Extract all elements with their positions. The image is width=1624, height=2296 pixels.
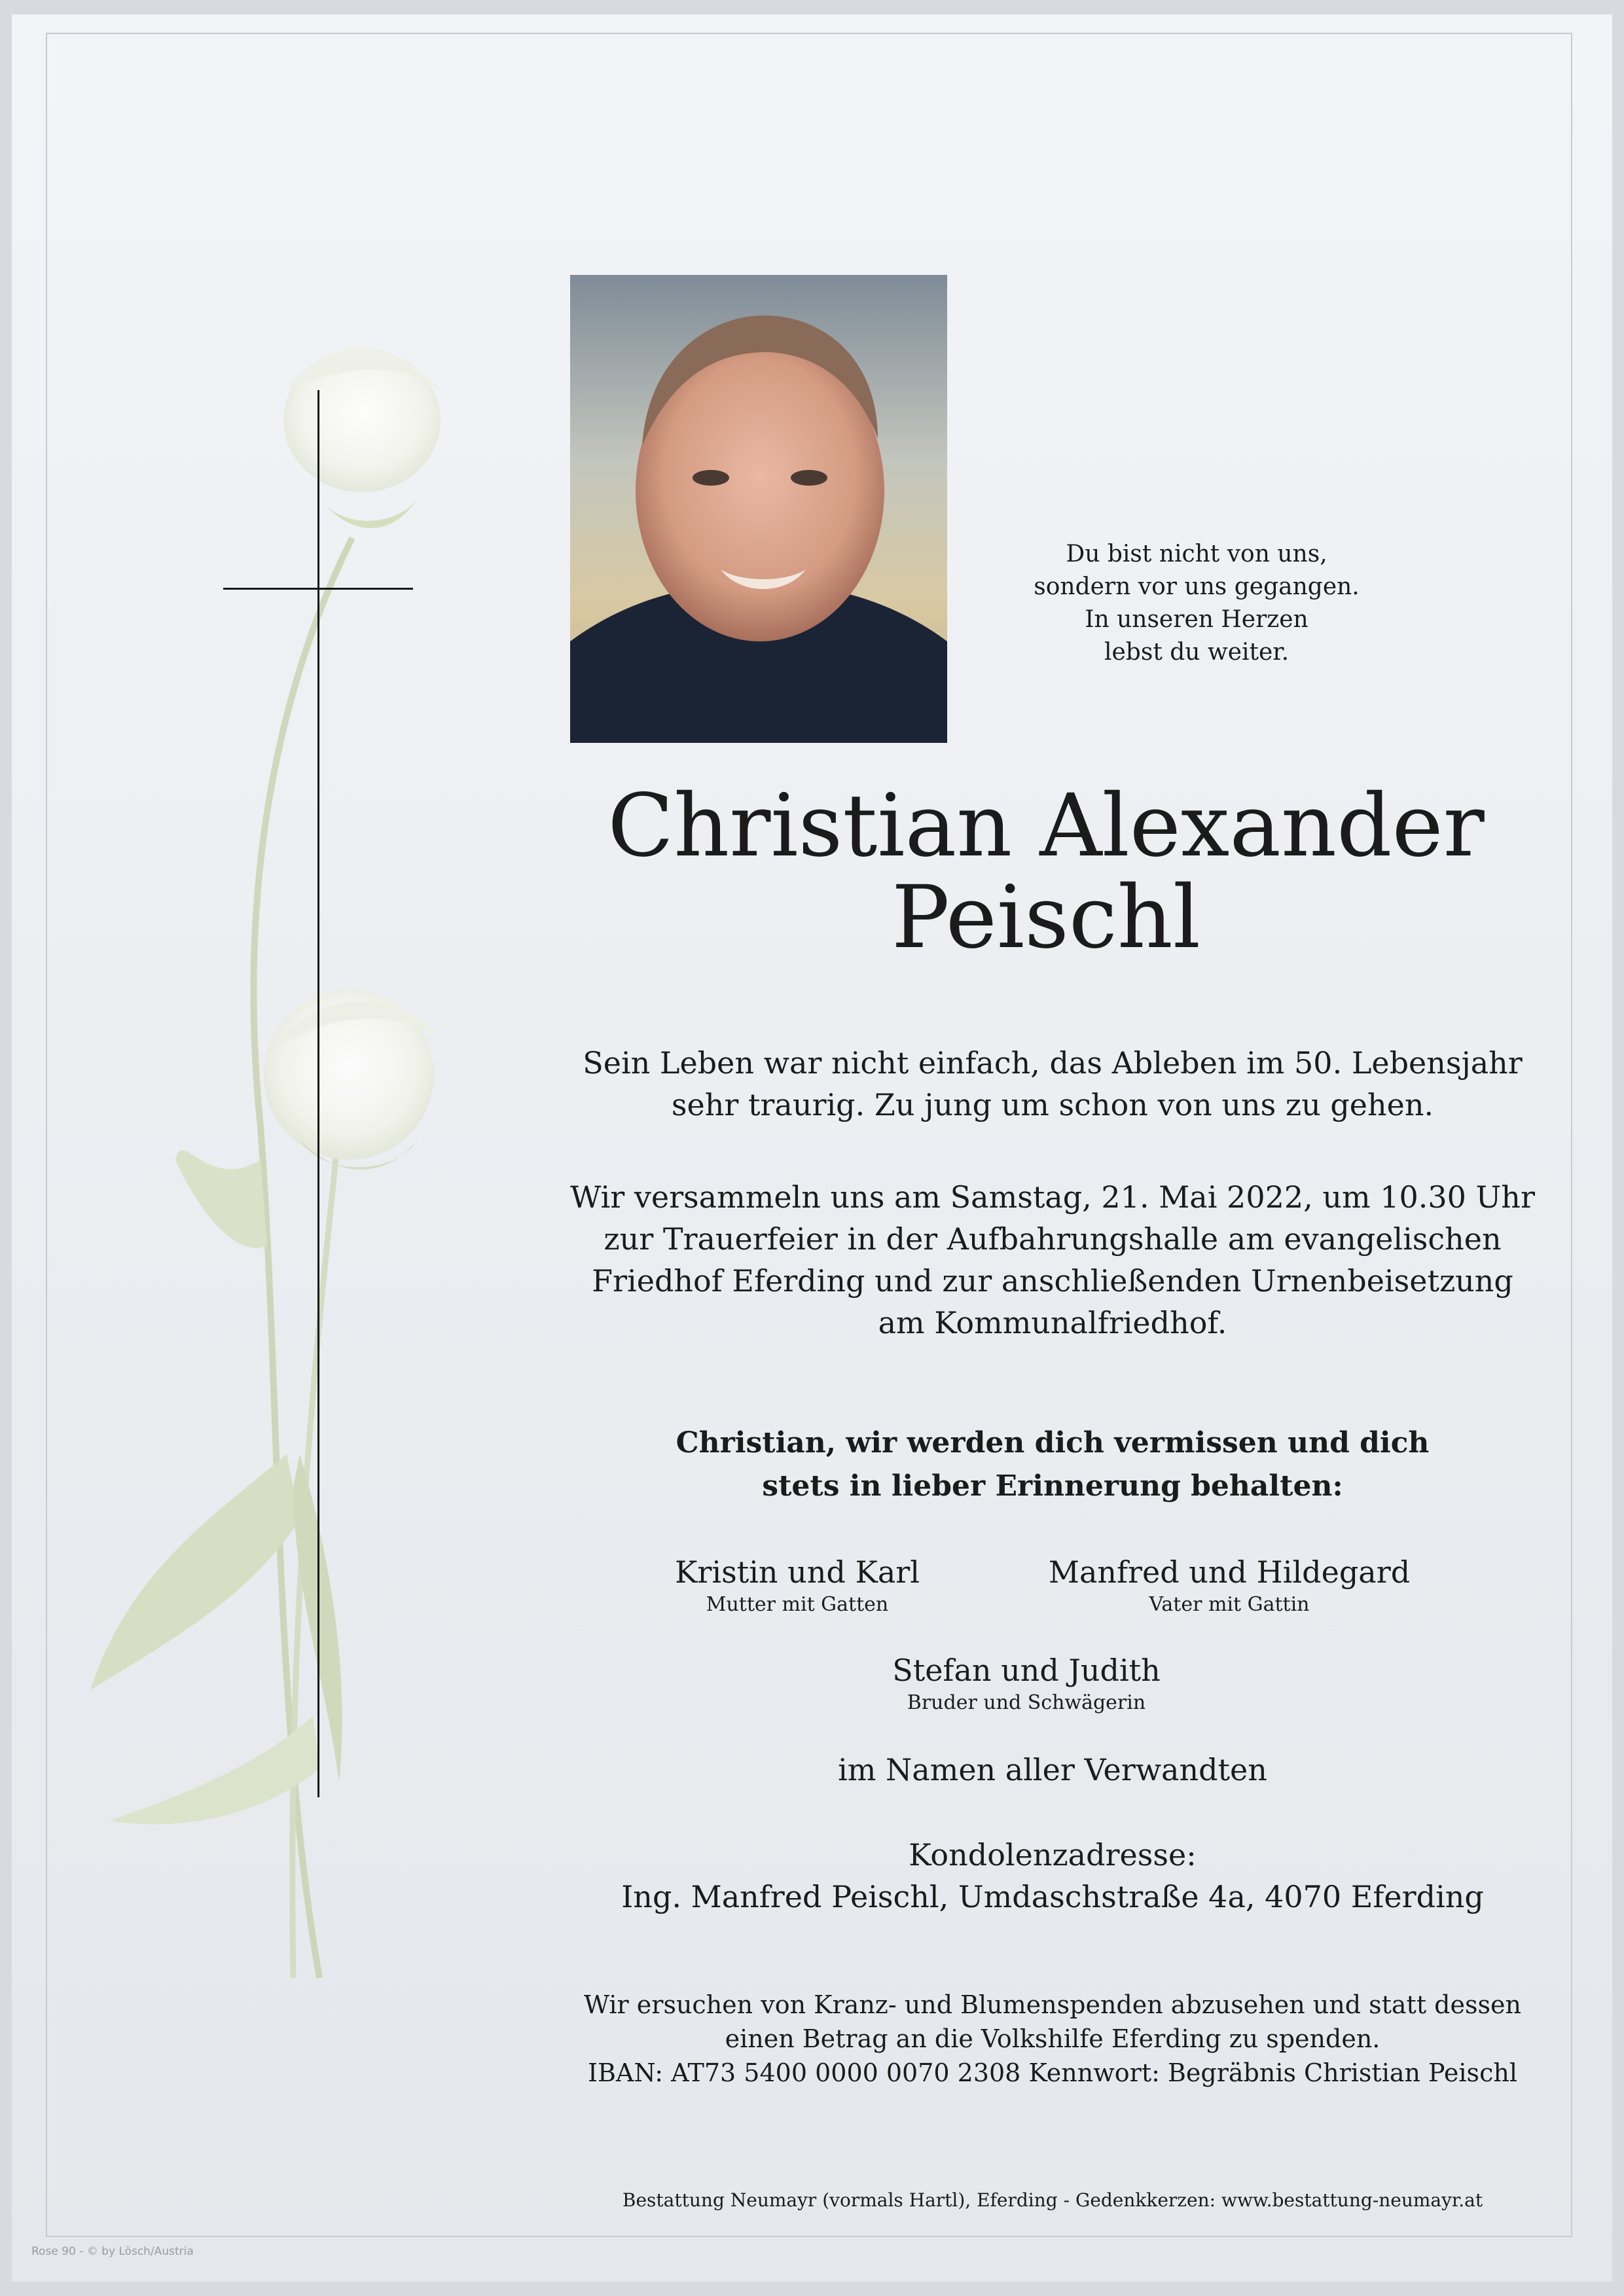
mourner-relation: Vater mit Gattin [1149,1593,1310,1616]
cross-vertical-bar [317,390,319,1797]
mourner-father [994,1552,1465,1618]
verse-line: sondern vor uns gegangen. [1034,573,1360,600]
donation-line: Wir ersuchen von Kranz- und Blumenspenden abzusehen und statt dessen [584,1990,1521,2019]
mourner-brother [791,1651,1262,1716]
ceremony-line: zur Trauerfeier in der Aufbahrungshalle am evangelischen [604,1221,1502,1257]
farewell-line: Christian, wir werden dich vermissen und dich [676,1426,1430,1460]
mourner-names: Manfred und Hildegard [1048,1554,1411,1590]
first-names: Christian Alexander [607,776,1485,876]
mourner-names: Stefan und Judith [892,1653,1161,1688]
verse-line: Du bist nicht von uns, [1066,541,1327,567]
donation-line: IBAN: AT73 5400 0000 0070 2308 Kennwort: Begräbnis Christian Peischl [588,2058,1517,2087]
mourner-names: Kristin und Karl [675,1554,920,1590]
ceremony-line: Friedhof Eferding und zur anschließenden Urnenbeisetzung [592,1263,1513,1299]
mourner-relation: Mutter mit Gatten [706,1593,889,1616]
donation-request [483,1988,1622,2090]
intro-line: Sein Leben war nicht einfach, das Ableben im 50. Lebensjahr [583,1045,1523,1081]
condolence-address [483,1834,1622,1918]
ceremony-line: Wir versammeln uns am Samstag, 21. Mai 2022, um 10.30 Uhr [570,1179,1535,1215]
ceremony-line: am Kommunalfriedhof. [878,1305,1227,1340]
relatives-line [483,1749,1622,1791]
verse-line: In unseren Herzen [1085,606,1308,633]
condolence-label: Kondolenzadresse: [909,1837,1197,1873]
portrait-photo [570,275,947,743]
obituary-sheet [12,14,1612,2282]
intro-line: sehr traurig. Zu jung um schon von uns zu gehen. [671,1087,1434,1122]
last-name: Peischl [891,867,1201,968]
ceremony-paragraph [483,1176,1622,1344]
intro-paragraph [483,1042,1622,1126]
mourner-mother [588,1552,1007,1618]
condolence-address-text: Ing. Manfred Peischl, Umdaschstraße 4a, 4070 Eferding [621,1879,1484,1914]
verse-text [967,538,1426,669]
donation-line: einen Betrag an die Volkshilfe Eferding zu spenden. [725,2024,1380,2053]
verse-line: lebst du weiter. [1104,639,1290,666]
farewell-heading [483,1422,1622,1508]
cross-horizontal-bar [223,588,413,590]
image-credit: Rose 90 - © by Lösch/Austria [31,2245,194,2258]
funeral-home-footer: Bestattung Neumayr (vormals Hartl), Eferding - Gedenkkerzen: www.bestattung-neumayr.at [622,2189,1483,2211]
rose-illustration [12,14,509,2043]
farewell-line: stets in lieber Erinnerung behalten: [762,1469,1343,1503]
mourner-relation: Bruder und Schwägerin [907,1691,1146,1714]
relatives-text: im Namen aller Verwandten [838,1752,1267,1787]
deceased-name [522,776,1570,968]
